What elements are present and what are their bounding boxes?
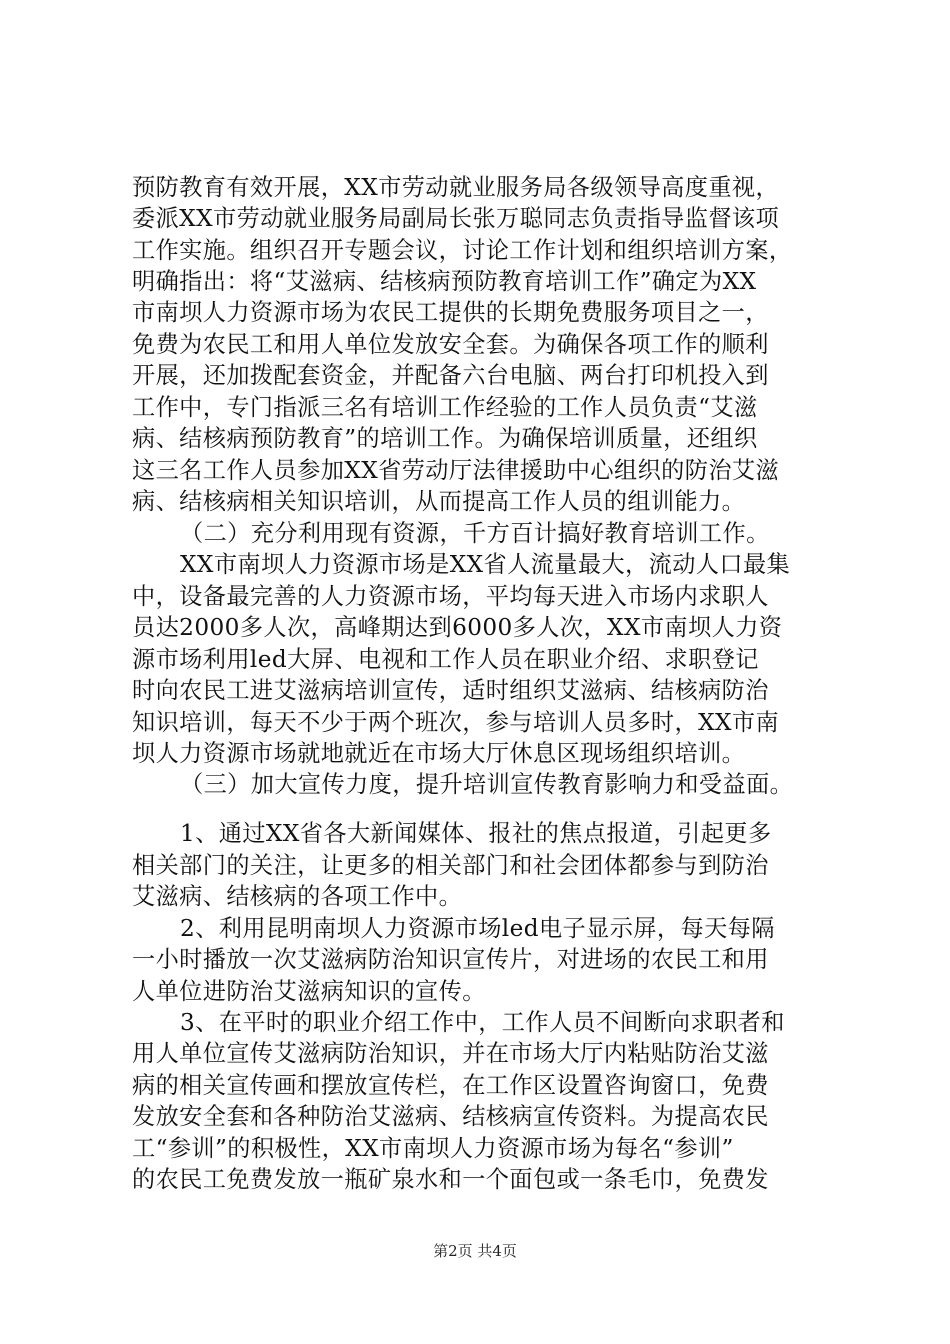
text-line: 免费为农民工和用人单位发放安全套。为确保各项工作的顺利: [132, 331, 769, 358]
text-line: 开展，还加拨配套资金，并配备六台电脑、两台打印机投入到: [132, 362, 769, 389]
text-line: 这三名工作人员参加XX省劳动厅法律援助中心组织的防治艾滋: [132, 457, 780, 484]
text-line: 相关部门的关注，让更多的相关部门和社会团体都参与到防治: [132, 852, 769, 879]
text-line: 发放安全套和各种防治艾滋病、结核病宣传资料。为提高农民: [132, 1103, 769, 1130]
text-line: 1、通过XX省各大新闻媒体、报社的焦点报道，引起更多: [180, 820, 772, 847]
text-line: 的农民工免费发放一瓶矿泉水和一个面包或一条毛巾，免费发: [132, 1166, 769, 1193]
text-line: 预防教育有效开展，XX市劳动就业服务局各级领导高度重视，: [132, 174, 780, 201]
text-line: （二）充分利用现有资源，千方百计搞好教育培训工作。: [180, 520, 770, 547]
text-line: 委派XX市劳动就业服务局副局长张万聪同志负责指导监督该项: [132, 205, 780, 232]
text-line: 艾滋病、结核病的各项工作中。: [132, 883, 463, 910]
text-line: 坝人力资源市场就地就近在市场大厅休息区现场组织培训。: [132, 740, 746, 767]
text-line: 源市场利用led大屏、电视和工作人员在职业介绍、求职登记: [132, 646, 759, 673]
text-line: 用人单位宣传艾滋病防治知识，并在市场大厅内粘贴防治艾滋: [132, 1040, 769, 1067]
page-footer: 第2页 共4页: [433, 1242, 517, 1260]
text-line: 中，设备最完善的人力资源市场，平均每天进入市场内求职人: [132, 583, 769, 610]
text-line: 市南坝人力资源市场为农民工提供的长期免费服务项目之一，: [132, 299, 769, 326]
text-line: 明确指出：将“艾滋病、结核病预防教育培训工作”确定为XX: [132, 268, 757, 295]
text-line: 知识培训，每天不少于两个班次，参与培训人员多时，XX市南: [132, 709, 780, 736]
text-line: 工作实施。组织召开专题会议，讨论工作计划和组织培训方案，: [132, 237, 793, 264]
text-line: 工作中，专门指派三名有培训工作经验的工作人员负责“艾滋: [132, 394, 758, 421]
text-line: 病、结核病预防教育”的培训工作。为确保培训质量，还组织: [132, 425, 758, 452]
text-line: 人单位进防治艾滋病知识的宣传。: [132, 978, 486, 1005]
text-line: 病、结核病相关知识培训，从而提高工作人员的组训能力。: [132, 488, 746, 515]
text-line: 时向农民工进艾滋病培训宣传，适时组织艾滋病、结核病防治: [132, 677, 769, 704]
text-line: 员达2000多人次，高峰期达到6000多人次，XX市南坝人力资: [132, 614, 783, 641]
text-line: 2、利用昆明南坝人力资源市场led电子显示屏，每天每隔: [180, 915, 775, 942]
text-line: （三）加大宣传力度，提升培训宣传教育影响力和受益面。: [180, 771, 794, 798]
text-line: 一小时播放一次艾滋病防治知识宣传片，对进场的农民工和用: [132, 946, 769, 973]
text-line: 3、在平时的职业介绍工作中，工作人员不间断向求职者和: [180, 1009, 785, 1036]
text-line: 工“参训”的积极性，XX市南坝人力资源市场为每名“参训”: [132, 1135, 734, 1162]
text-line: 病的相关宣传画和摆放宣传栏，在工作区设置咨询窗口，免费: [132, 1072, 769, 1099]
text-line: XX市南坝人力资源市场是XX省人流量最大，流动人口最集: [180, 551, 791, 578]
